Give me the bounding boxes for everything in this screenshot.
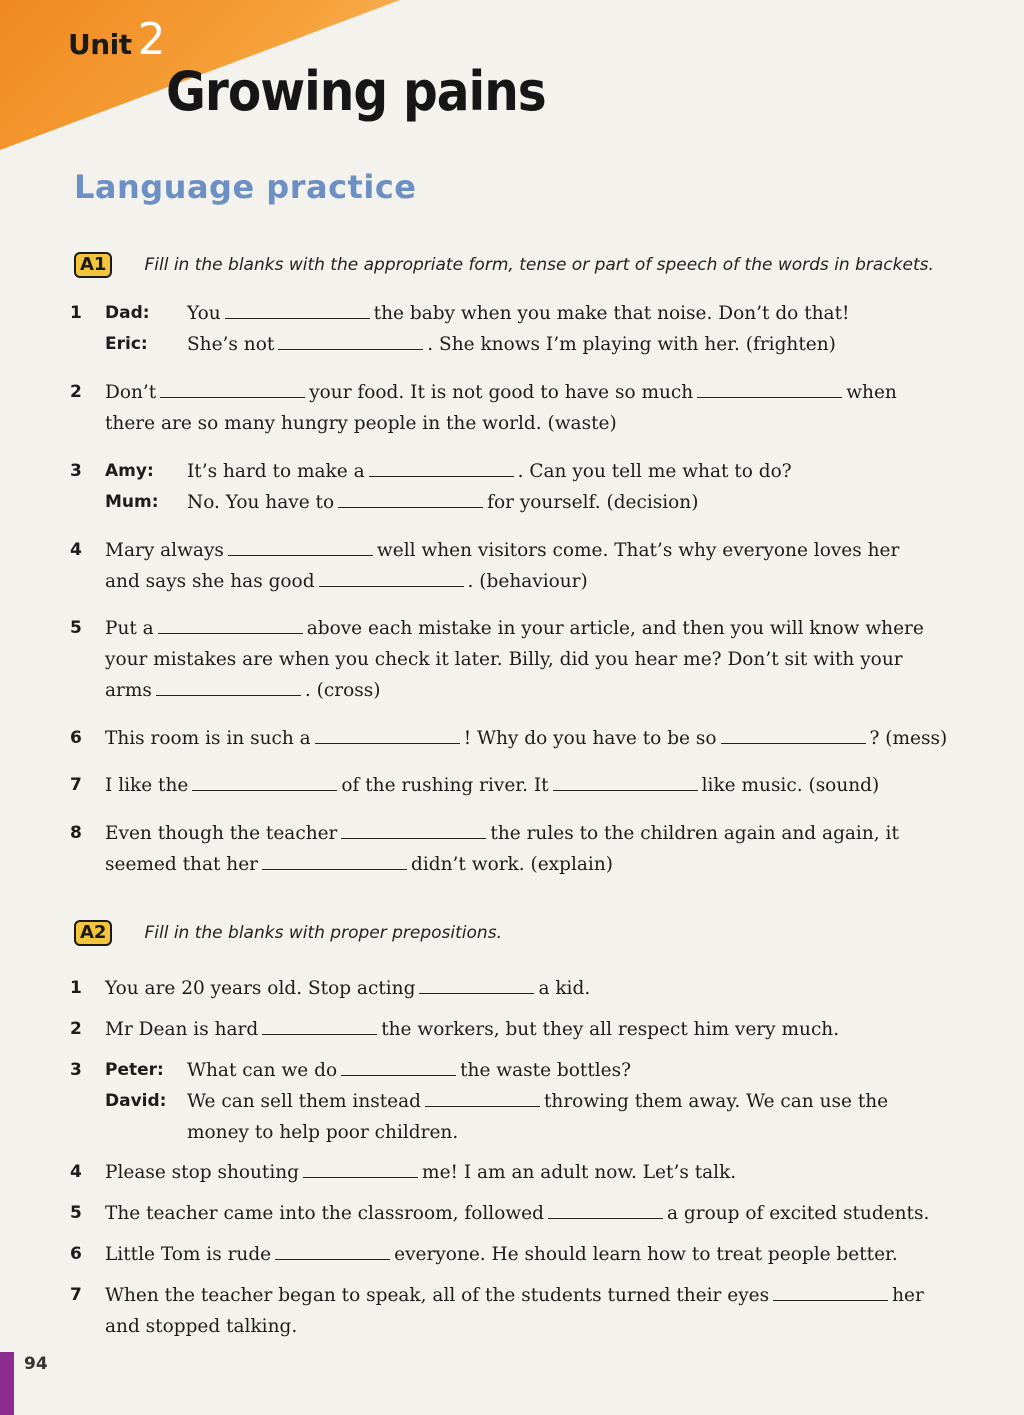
question-number: 3 (70, 1060, 82, 1080)
question-number: 6 (70, 1244, 82, 1264)
a2-instruction: Fill in the blanks with proper prepositions. (144, 923, 502, 943)
answer-blank[interactable] (303, 1159, 418, 1178)
a1-question-2: 2 Don’t your food. It is not good to have so much when there are so many hungry people in the world. (waste) (70, 377, 974, 439)
question-number: 5 (70, 1203, 82, 1223)
a2-question-4: 4 Please stop shouting me! I am an adult now. Let’s talk. (70, 1157, 974, 1188)
question-number: 1 (70, 978, 82, 998)
question-number: 1 (70, 303, 82, 323)
answer-blank[interactable] (553, 772, 698, 791)
a1-question-4: 4 Mary always well when visitors come. That’s why everyone loves her and says she has good . (behaviour) (70, 535, 974, 597)
answer-blank[interactable] (160, 379, 305, 398)
question-number: 6 (70, 728, 82, 748)
question-number: 5 (70, 618, 82, 638)
a2-badge: A2 (74, 920, 112, 946)
answer-blank[interactable] (262, 851, 407, 870)
answer-blank[interactable] (425, 1088, 540, 1107)
speaker: David: (105, 1091, 167, 1111)
question-number: 4 (70, 540, 82, 560)
answer-blank[interactable] (548, 1200, 663, 1219)
answer-blank[interactable] (192, 772, 337, 791)
question-number: 7 (70, 775, 82, 795)
answer-blank[interactable] (369, 458, 514, 477)
section-title: Language practice (74, 168, 417, 206)
answer-blank[interactable] (275, 1241, 390, 1260)
question-number: 2 (70, 382, 82, 402)
a1-question-8: 8 Even though the teacher the rules to the children again and again, it seemed that her didn’t work. (explain) (70, 818, 974, 880)
answer-blank[interactable] (319, 568, 464, 587)
question-number: 2 (70, 1019, 82, 1039)
answer-blank[interactable] (262, 1016, 377, 1035)
a1-question-3: 3 Amy: It’s hard to make a . Can you tell me what to do? Mum: No. You have to for yourself. (decision) (70, 456, 974, 518)
speaker: Eric: (105, 334, 148, 354)
answer-blank[interactable] (338, 489, 483, 508)
a2-instruction-row (74, 920, 502, 946)
question-number: 7 (70, 1285, 82, 1305)
answer-blank[interactable] (721, 725, 866, 744)
a2-question-6: 6 Little Tom is rude everyone. He should learn how to treat people better. (70, 1239, 974, 1270)
a1-instruction-row (74, 252, 934, 278)
unit-number: 2 (137, 14, 166, 65)
answer-blank[interactable] (773, 1282, 888, 1301)
answer-blank[interactable] (278, 331, 423, 350)
a2-question-2: 2 Mr Dean is hard the workers, but they all respect him very much. (70, 1014, 974, 1045)
a1-instruction: Fill in the blanks with the appropriate form, tense or part of speech of the words in brackets. (144, 255, 934, 275)
a2-question-7: 7 When the teacher began to speak, all of the students turned their eyes her and stopped talking. (70, 1280, 974, 1342)
answer-blank[interactable] (341, 820, 486, 839)
page-title: Growing pains (166, 60, 546, 123)
a2-question-5: 5 The teacher came into the classroom, followed a group of excited students. (70, 1198, 974, 1229)
a1-question-1: 1 Dad: You the baby when you make that noise. Don’t do that! Eric: She’s not . She knows I’m playing with her. (frighten) (70, 298, 974, 360)
unit-label: Unit 2 (68, 14, 166, 65)
a1-question-5: 5 Put a above each mistake in your article, and then you will know where your mistakes are when you check it later. Billy, did you hear me? Don’t sit with your arms . (cross) (70, 613, 974, 706)
a2-question-3: 3 Peter: What can we do the waste bottles? David: We can sell them instead throwing them away. We can use the money to help poor children. (70, 1055, 974, 1148)
answer-blank[interactable] (156, 677, 301, 696)
question-number: 3 (70, 461, 82, 481)
answer-blank[interactable] (158, 615, 303, 634)
answer-blank[interactable] (315, 725, 460, 744)
speaker: Mum: (105, 492, 159, 512)
page-number: 94 (24, 1354, 48, 1374)
answer-blank[interactable] (419, 975, 534, 994)
speaker: Peter: (105, 1060, 164, 1080)
answer-blank[interactable] (225, 300, 370, 319)
a1-badge: A1 (74, 252, 112, 278)
answer-blank[interactable] (341, 1057, 456, 1076)
a1-question-6: 6 This room is in such a ! Why do you have to be so ? (mess) (70, 723, 974, 754)
speaker: Amy: (105, 461, 154, 481)
a2-question-1: 1 You are 20 years old. Stop acting a kid. (70, 973, 974, 1004)
a1-question-7: 7 I like the of the rushing river. It like music. (sound) (70, 770, 974, 801)
question-number: 4 (70, 1162, 82, 1182)
page-edge-bar (0, 1352, 14, 1415)
question-number: 8 (70, 823, 82, 843)
answer-blank[interactable] (697, 379, 842, 398)
speaker: Dad: (105, 303, 150, 323)
answer-blank[interactable] (228, 537, 373, 556)
